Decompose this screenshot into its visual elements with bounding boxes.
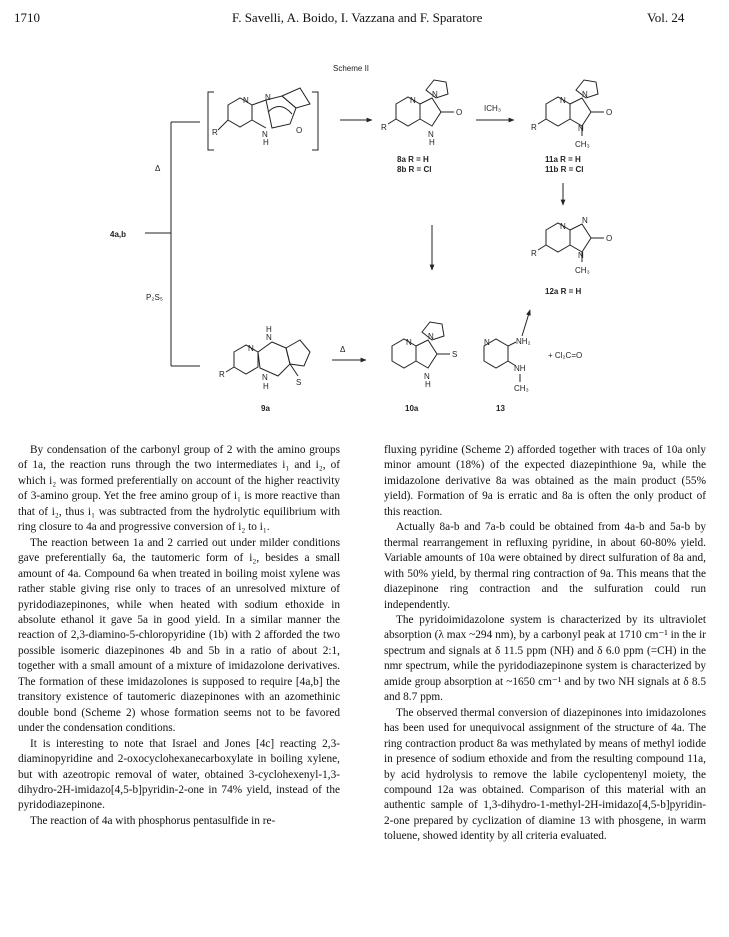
svg-text:CH₃: CH₃ bbox=[575, 140, 590, 149]
svg-text:N: N bbox=[265, 93, 271, 102]
svg-text:R: R bbox=[381, 123, 387, 132]
start-compound-label: 4a,b bbox=[110, 230, 127, 239]
right-column bbox=[384, 443, 706, 845]
svg-text:R: R bbox=[219, 370, 225, 379]
phosgene-label: + Cl₂C=O bbox=[548, 351, 583, 360]
compound-12-structure bbox=[538, 223, 604, 262]
svg-text:R: R bbox=[531, 249, 537, 258]
compound-11b-label: 11b R = Cl bbox=[545, 165, 584, 174]
heat-label-top: Δ bbox=[155, 164, 161, 173]
compound-8a-label: 8a R = H bbox=[397, 155, 429, 164]
svg-text:H: H bbox=[425, 380, 431, 389]
svg-text:H: H bbox=[263, 138, 269, 147]
paragraph: fluxing pyridine (Scheme 2) afforded together with traces of 10a only minor amount (18%) of the expected diazepinthione 9a, while the imidazolone derivative 8a was obtained as the main product (55% yield). Formation of 9a is erratic and 8a is often the only product of this reaction. bbox=[384, 444, 706, 518]
compound-10a-structure bbox=[392, 322, 450, 368]
svg-text:N: N bbox=[582, 216, 588, 225]
svg-text:O: O bbox=[606, 108, 613, 117]
svg-text:H: H bbox=[263, 382, 269, 391]
svg-text:N: N bbox=[560, 222, 566, 231]
svg-text:R: R bbox=[212, 128, 218, 137]
svg-text:N: N bbox=[432, 90, 438, 99]
svg-text:N: N bbox=[424, 372, 430, 381]
paragraph: It is interesting to note that Israel and Jones [4c] reacting 2,3-diaminopyridine and 2-oxocyclohexanecarboxylate in boiling xylene, but with azeotropic removal of water, obtained 3-cyclohexenyl-1,3-dihydro-2H-imidazo[4,5-b]pyridin-2-one in 74% yield, instead of the pyridodiazepinone. bbox=[18, 737, 340, 812]
p2s5-reagent-label: P₂S₅ bbox=[146, 293, 163, 302]
paragraph: Actually 8a-b and 7a-b could be obtained from 4a-b and 5a-b by thermal rearrangement in refluxing pyridine, in about 60-80% yield. Variable amounts of 10a were obtained by direct sulfuration of 8a and, with 50% yield, by thermal ring contraction of 9a. This means that the diazepinone ring contraction and the sulfuration could run independently. bbox=[384, 521, 706, 611]
paragraph: The reaction between 1a and 2 carried out under milder conditions gave preferentially 6a, the tautomeric form of i₂, besides a small amount of 4a. Compound 6a when treated in boiling moist xylene was rather stable giving rise only to traces of an unresolved mixture of pyridodiazepinones, while when heated with sodium ethoxide in absolute ethanol it gave 5a in good yield. In a similar manner the reaction of 2,3-diamino-5-chloropyridine (1b) with 2 afforded the two possible isomeric diazepinones 4b and 5b in a ratio of about 2:1, together with a small amount of a mixture of imidazolone derivatives. The formation of these imidazolones is supposed to require [4a,b] the transitory existence of tautomeric diazepinones with an azomethinic double bond (Scheme 2) whose formation seems not to be favored under the condensation conditions. bbox=[18, 536, 340, 735]
svg-text:NH₂: NH₂ bbox=[516, 337, 531, 346]
compound-9a-label: 9a bbox=[261, 404, 270, 413]
compound-10a-label: 10a bbox=[405, 404, 419, 413]
paragraph: By condensation of the carbonyl group of 2 with the amino groups of 1a, the reaction runs through the two intermediates i₁ and i₂, of which i₂ was formed preferentially on account of the higher reactivity of 3-amino group. Yet the free amino group of i₁ is more reactive than that of i₂, thus i₁ was subtracted from the hydrolytic equilibrium with ring closure to 4a and progressive conversion of i₂ to i₁. bbox=[18, 444, 340, 534]
svg-text:N: N bbox=[578, 251, 584, 260]
svg-text:N: N bbox=[428, 332, 434, 341]
compound-11-structure bbox=[538, 80, 604, 136]
svg-text:N: N bbox=[410, 96, 416, 105]
svg-text:H: H bbox=[266, 325, 272, 334]
svg-text:O: O bbox=[606, 234, 613, 243]
svg-text:CH₃: CH₃ bbox=[514, 384, 529, 393]
svg-text:N: N bbox=[262, 130, 268, 139]
volume-label: Vol. 24 bbox=[647, 10, 685, 25]
svg-text:O: O bbox=[456, 108, 463, 117]
compound-8-structure bbox=[388, 80, 454, 126]
compound-9a-structure bbox=[226, 340, 310, 376]
paragraph: The reaction of 4a with phosphorus pentasulfide in re- bbox=[30, 814, 276, 827]
svg-text:NH: NH bbox=[514, 364, 526, 373]
svg-text:N: N bbox=[262, 373, 268, 382]
svg-text:N: N bbox=[484, 338, 490, 347]
svg-text:N: N bbox=[406, 338, 412, 347]
scheme-title: Scheme II bbox=[333, 64, 370, 73]
svg-text:H: H bbox=[429, 138, 435, 147]
scheme-flow-lines bbox=[145, 122, 200, 366]
svg-text:R: R bbox=[531, 123, 537, 132]
compound-11a-label: 11a R = H bbox=[545, 155, 581, 164]
svg-text:N: N bbox=[266, 333, 272, 342]
paragraph: The observed thermal conversion of diazepinones into imidazolones has been used for unequivocal assignment of the structure of 4a. The ring contraction product 8a was methylated by means of methyl iodide in presence of sodium ethoxide and from the resulting compound 11a, by acid hydrolysis to remove the labile cyclopentenyl moiety, the compound 12a was obtained. Comparison of this material with an authentic sample of 1,3-dihydro-1-methyl-2H-imidazo[4,5-b]pyridin-2-one prepared by cyclization of diamine 13 with phosgene, in warm toluene, showed identity by all criteria evaluated. bbox=[384, 706, 706, 843]
svg-text:N: N bbox=[578, 124, 584, 133]
reaction-scheme bbox=[0, 0, 729, 440]
compound-13-label: 13 bbox=[496, 404, 505, 413]
svg-text:O: O bbox=[296, 126, 303, 135]
svg-text:N: N bbox=[243, 96, 249, 105]
svg-text:S: S bbox=[296, 378, 302, 387]
svg-text:N: N bbox=[582, 90, 588, 99]
svg-text:N: N bbox=[428, 130, 434, 139]
compound-8b-label: 8b R = Cl bbox=[397, 165, 432, 174]
running-authors: F. Savelli, A. Boido, I. Vazzana and F. Sparatore bbox=[232, 10, 483, 25]
compound-12a-label: 12a R = H bbox=[545, 287, 582, 296]
svg-text:CH₃: CH₃ bbox=[575, 266, 590, 275]
heat-label-bottom: Δ bbox=[340, 345, 346, 354]
page-number: 1710 bbox=[14, 10, 40, 25]
svg-text:N: N bbox=[248, 344, 254, 353]
svg-text:S: S bbox=[452, 350, 458, 359]
left-column bbox=[18, 443, 340, 829]
svg-text:N: N bbox=[560, 96, 566, 105]
methyl-iodide-label: ICH₃ bbox=[484, 104, 502, 113]
paragraph: The pyridoimidazolone system is characterized by its ultraviolet absorption (λ max ~294 nm), by a carbonyl peak at 1710 cm⁻¹ in the ir spectrum and signals at δ 11.5 ppm (NH) and δ 6.0 ppm (=CH) in the nmr spectrum, while the pyridodiazepinone system is characterized by amide group absorption at ~1650 cm⁻¹ and by two NH signals at δ 8.5 and 8.7 ppm. bbox=[384, 613, 706, 704]
